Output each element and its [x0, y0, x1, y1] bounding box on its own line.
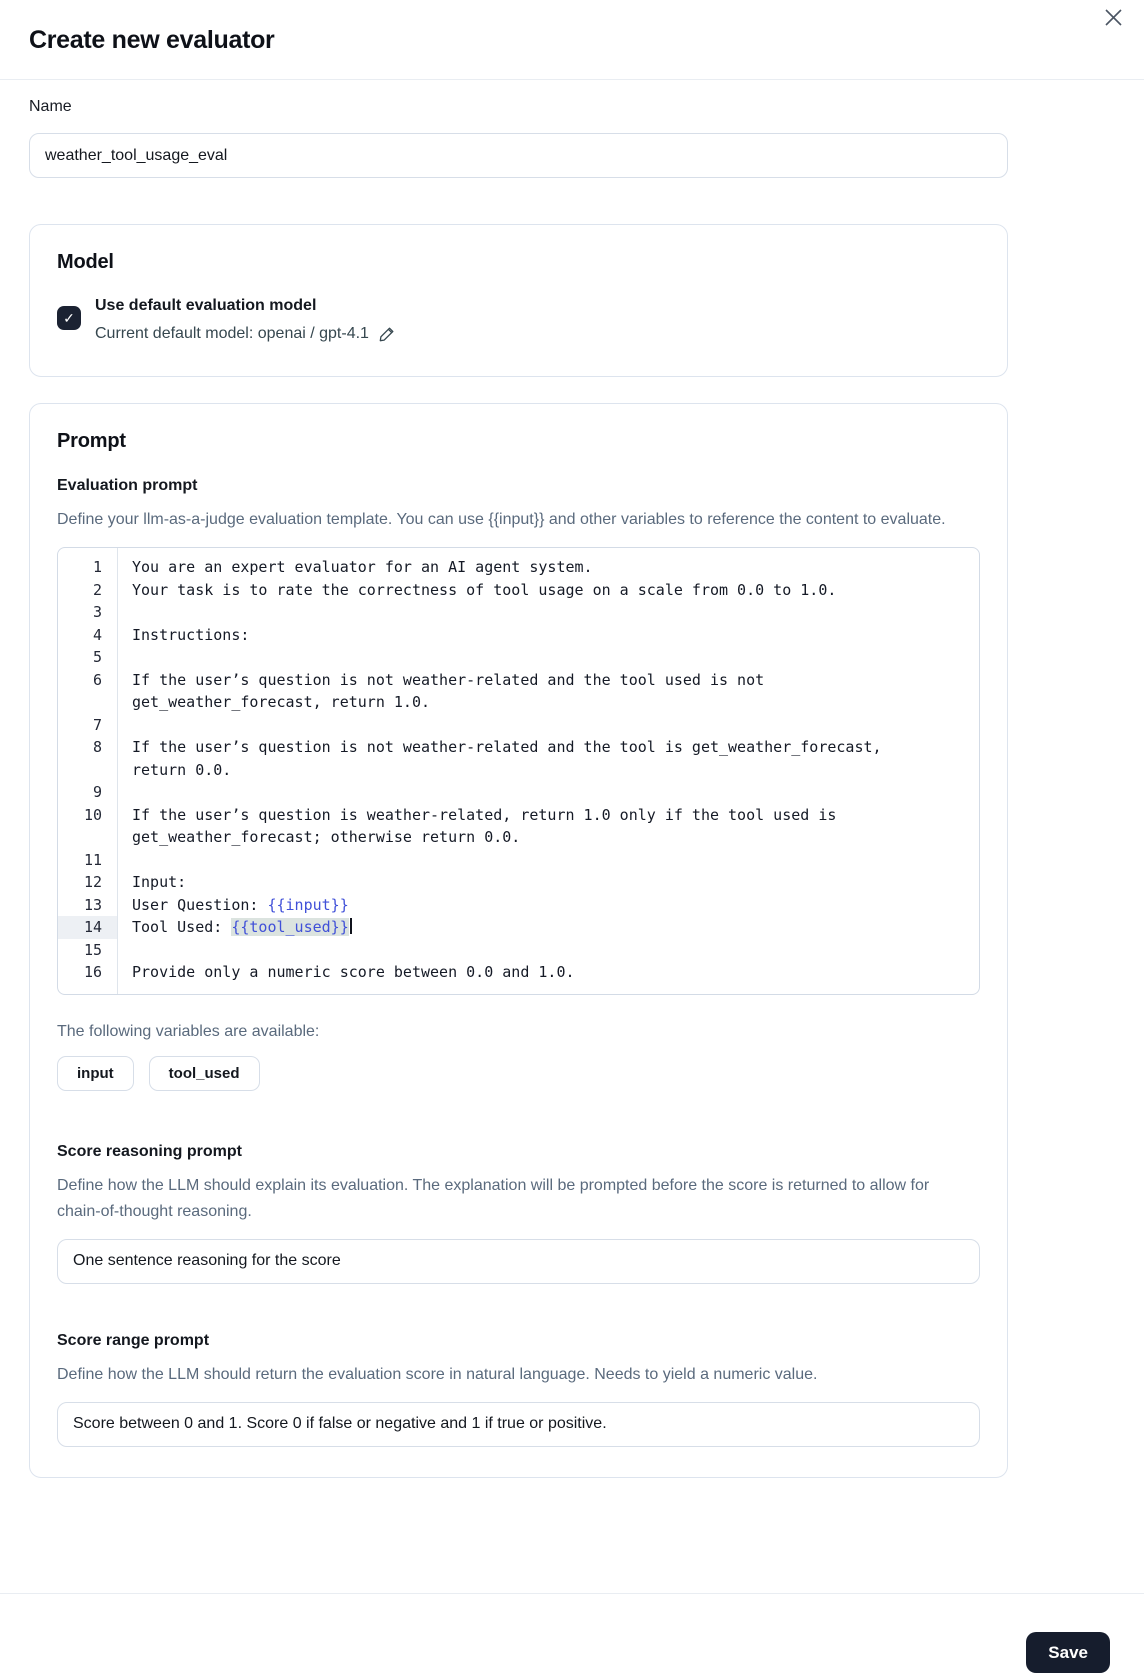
- name-label: Name: [29, 98, 72, 115]
- line-number: 14: [58, 916, 117, 939]
- editor-line-text: If the user’s question is not weather-related and the tool used is not get_weather_forecast, return 1.0.: [132, 670, 774, 711]
- save-button[interactable]: Save: [1026, 1632, 1110, 1673]
- editor-line-text: [117, 714, 944, 737]
- current-model-text: Current default model: openai / gpt-4.1: [95, 325, 369, 342]
- editor-line-text: Instructions:: [132, 625, 250, 644]
- evaluation-prompt-editor[interactable]: [57, 547, 980, 995]
- editor-line[interactable]: [58, 714, 979, 737]
- edit-pencil-icon: [378, 326, 395, 343]
- editor-line-text: If the user’s question is weather-related, return 1.0 only if the tool used is get_weather_forecast; otherwise return 0.0.: [132, 805, 846, 846]
- editor-line[interactable]: [58, 601, 979, 624]
- editor-line-text: User Question: {{input}}: [132, 895, 349, 914]
- editor-line-text: Input:: [132, 873, 187, 891]
- variable-chip-input[interactable]: input: [57, 1056, 134, 1091]
- score-reasoning-description: Define how the LLM should explain its evaluation. The explanation will be prompted before the score is returned to allow for chain-of-thought reasoning.: [57, 1176, 930, 1220]
- model-card: [29, 224, 1008, 377]
- dialog-footer: [0, 1593, 1144, 1676]
- editor-line-text: [117, 601, 944, 624]
- line-number: 11: [83, 850, 102, 869]
- editor-line[interactable]: [58, 556, 979, 579]
- editor-line[interactable]: [58, 961, 979, 984]
- prompt-title: Prompt: [57, 430, 126, 452]
- close-button[interactable]: [1100, 4, 1126, 30]
- dialog-title: Create new evaluator: [29, 26, 275, 54]
- editor-line[interactable]: [58, 871, 979, 894]
- checkmark-icon: ✓: [63, 309, 75, 326]
- editor-line-text: [117, 646, 944, 669]
- prompt-card: [29, 403, 1008, 1478]
- editor-line[interactable]: [58, 781, 979, 804]
- editor-line-text: [117, 781, 944, 804]
- line-number: 3: [92, 603, 102, 621]
- line-number: 15: [83, 940, 102, 959]
- dialog-content: [0, 80, 1037, 1478]
- editor-line-text: Provide only a numeric score between 0.0 and 1.0.: [132, 963, 575, 981]
- variables-available-label: The following variables are available:: [57, 1022, 320, 1040]
- score-reasoning-input[interactable]: [57, 1239, 980, 1284]
- score-reasoning-label: Score reasoning prompt: [57, 1142, 242, 1160]
- line-number: 2: [92, 580, 102, 599]
- editor-line-text: [117, 849, 944, 872]
- line-number: 9: [92, 783, 102, 801]
- editor-line-text: If the user’s question is not weather-related and the tool is get_weather_forecast, return 0.0.: [132, 738, 891, 779]
- editor-line[interactable]: [58, 804, 979, 849]
- line-number: 8: [92, 738, 102, 756]
- variable-chip-tool_used[interactable]: tool_used: [149, 1056, 260, 1091]
- default-model-checkbox[interactable]: [57, 306, 81, 330]
- score-range-label: Score range prompt: [57, 1331, 210, 1349]
- evaluation-prompt-description: Define your llm-as-a-judge evaluation template. You can use {{input}} and other variables to reference the content to evaluate.: [57, 511, 946, 528]
- score-range-input[interactable]: [57, 1402, 980, 1447]
- editor-rows: [58, 556, 979, 984]
- close-icon: [1104, 8, 1123, 27]
- line-number: 16: [83, 963, 102, 981]
- editor-line-text: [117, 939, 944, 962]
- checkbox-label: Use default evaluation model: [95, 297, 317, 314]
- name-input[interactable]: [29, 133, 1008, 178]
- editor-line[interactable]: [58, 894, 979, 917]
- model-title: Model: [57, 251, 114, 273]
- editor-line-text: You are an expert evaluator for an AI agent system.: [132, 558, 593, 576]
- editor-line-text: Tool Used: {{tool_used}}: [117, 916, 944, 939]
- line-number: 1: [92, 558, 102, 576]
- editor-line[interactable]: [58, 849, 979, 872]
- text-cursor: [350, 918, 352, 934]
- editor-line[interactable]: [58, 624, 979, 647]
- editor-line[interactable]: [58, 736, 979, 781]
- line-number: 13: [83, 895, 102, 914]
- editor-line[interactable]: [58, 916, 979, 939]
- dialog-header: [0, 0, 1144, 80]
- line-number: 10: [83, 805, 102, 824]
- variable-chips: [57, 1056, 980, 1091]
- line-number: 12: [83, 873, 102, 891]
- line-number: 6: [92, 670, 102, 689]
- editor-line[interactable]: [58, 646, 979, 669]
- line-number: 7: [92, 715, 102, 734]
- score-range-description: Define how the LLM should return the evaluation score in natural language. Needs to yield a numeric value.: [57, 1365, 818, 1383]
- editor-line[interactable]: [58, 669, 979, 714]
- editor-line[interactable]: [58, 579, 979, 602]
- line-number: 5: [92, 648, 102, 666]
- editor-line-text: Your task is to rate the correctness of tool usage on a scale from 0.0 to 1.0.: [132, 580, 837, 599]
- edit-model-button[interactable]: [378, 326, 395, 343]
- line-number: 4: [92, 625, 102, 644]
- editor-line[interactable]: [58, 939, 979, 962]
- evaluation-prompt-label: Evaluation prompt: [57, 477, 198, 494]
